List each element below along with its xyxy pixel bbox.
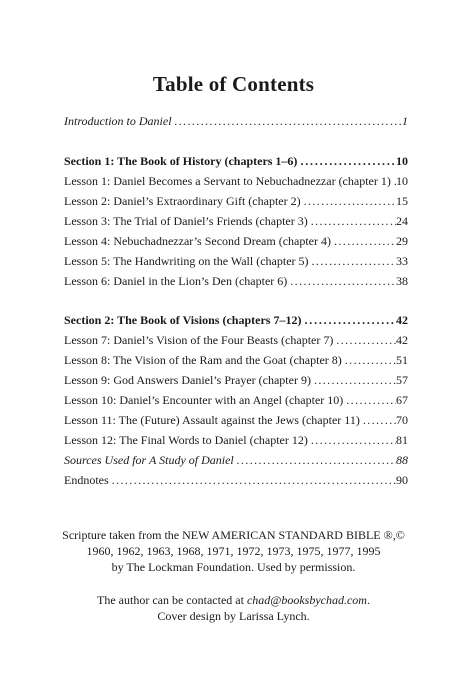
toc-leader-dots — [287, 272, 396, 290]
toc-entry — [64, 272, 408, 290]
toc-leader-dots — [311, 371, 396, 389]
toc-entry — [64, 252, 408, 270]
page-title: Table of Contents — [152, 72, 315, 96]
contact-email[interactable]: chad@booksbychad.com — [246, 593, 367, 607]
toc-leader-dots — [309, 252, 396, 270]
toc-page-number: 42 — [396, 313, 408, 327]
toc-page-number: 38 — [396, 274, 408, 288]
toc-leader-dots — [234, 451, 396, 469]
copyright-years: 1960, 1962, 1963, 1968, 1971, 1972, 1973, 1975, 1977, 1995 — [86, 544, 381, 558]
toc-entry — [64, 431, 408, 449]
toc-page-number: 10 — [396, 174, 408, 188]
toc-entry-label: Lesson 3: The Trial of Daniel’s Friends (chapter 3) — [64, 214, 308, 228]
toc-entry-label: Lesson 6: Daniel in the Lion’s Den (chapter 6) — [64, 274, 288, 288]
toc-page-number: 51 — [396, 353, 408, 367]
contact-prefix: The author can be contacted at — [97, 593, 247, 607]
toc-page-number: 1 — [402, 114, 408, 128]
toc-entry-label: Introduction to Daniel — [64, 114, 172, 128]
toc-page-number: 88 — [396, 453, 408, 467]
toc-entry — [64, 451, 408, 469]
cover-credit: Cover design by Larissa Lynch. — [157, 609, 310, 623]
toc-entry-label: Lesson 4: Nebuchadnezzar’s Second Dream (chapter 4) — [64, 234, 331, 248]
toc-entry-label: Lesson 11: The (Future) Assault against the Jews (chapter 11) — [64, 413, 360, 427]
toc-page-number: 81 — [396, 433, 408, 447]
toc-leader-dots — [301, 192, 396, 210]
toc-leader-dots — [297, 152, 396, 170]
toc-entry-label: Lesson 9: God Answers Daniel’s Prayer (chapter 9) — [64, 373, 311, 387]
toc-entry-label: Sources Used for A Study of Daniel — [64, 453, 234, 467]
toc-page-number: 57 — [396, 373, 408, 387]
toc-entry — [64, 351, 408, 369]
toc-page-number: 24 — [396, 214, 408, 228]
toc-leader-dots — [109, 471, 396, 489]
copyright-permission: by The Lockman Foundation. Used by permission. — [111, 560, 356, 574]
toc-page-number: 90 — [396, 473, 408, 487]
toc-leader-dots — [331, 232, 396, 250]
toc-entry-label: Section 2: The Book of Visions (chapters 7–12) — [64, 313, 302, 327]
toc-entry — [64, 232, 408, 250]
toc-entry — [64, 471, 408, 489]
toc-entry — [64, 172, 408, 190]
toc-entry-label: Endnotes — [64, 473, 109, 487]
toc-entry — [64, 192, 408, 210]
toc-leader-dots — [308, 212, 396, 230]
toc-entry-label: Lesson 7: Daniel’s Vision of the Four Beasts (chapter 7) — [64, 333, 334, 347]
toc-leader-dots — [333, 331, 396, 349]
toc-page-number: 70 — [396, 413, 408, 427]
toc-leader-dots — [301, 311, 396, 329]
toc-page-number: 67 — [396, 393, 408, 407]
toc-entry — [64, 331, 408, 349]
toc-page-number: 10 — [396, 154, 408, 168]
toc-leader-dots — [342, 351, 396, 369]
toc-leader-dots — [308, 431, 396, 449]
toc-page-number: 29 — [396, 234, 408, 248]
toc-entry-label: Lesson 12: The Final Words to Daniel (chapter 12) — [64, 433, 308, 447]
contact-suffix: . — [366, 593, 370, 607]
toc-entry — [64, 112, 408, 130]
copyright-line: Scripture taken from the NEW AMERICAN STANDARD BIBLE ®,© — [62, 528, 405, 542]
toc-entry — [64, 391, 408, 409]
toc-entry-label: Lesson 5: The Handwriting on the Wall (chapter 5) — [64, 254, 309, 268]
toc-entry — [64, 212, 408, 230]
toc-page-number: 42 — [396, 333, 408, 347]
toc-entry-label: Lesson 8: The Vision of the Ram and the Goat (chapter 8) — [64, 353, 342, 367]
toc-entry-label: Lesson 2: Daniel’s Extraordinary Gift (chapter 2) — [64, 194, 301, 208]
toc-entry-label: Lesson 1: Daniel Becomes a Servant to Nebuchadnezzar (chapter 1) — [64, 174, 391, 188]
toc-page-number: 15 — [396, 194, 408, 208]
toc-entry-label: Section 1: The Book of History (chapters 1–6) — [64, 154, 298, 168]
author-contact — [0, 592, 467, 608]
toc-entry — [64, 411, 408, 429]
toc-leader-dots — [172, 112, 402, 130]
toc-page-number: 33 — [396, 254, 408, 268]
toc-section-entry — [64, 152, 408, 170]
toc-section-entry — [64, 311, 408, 329]
toc-leader-dots — [343, 391, 396, 409]
toc-entry — [64, 371, 408, 389]
toc-leader-dots — [360, 411, 396, 429]
toc-entry-label: Lesson 10: Daniel’s Encounter with an Angel (chapter 10) — [64, 393, 344, 407]
